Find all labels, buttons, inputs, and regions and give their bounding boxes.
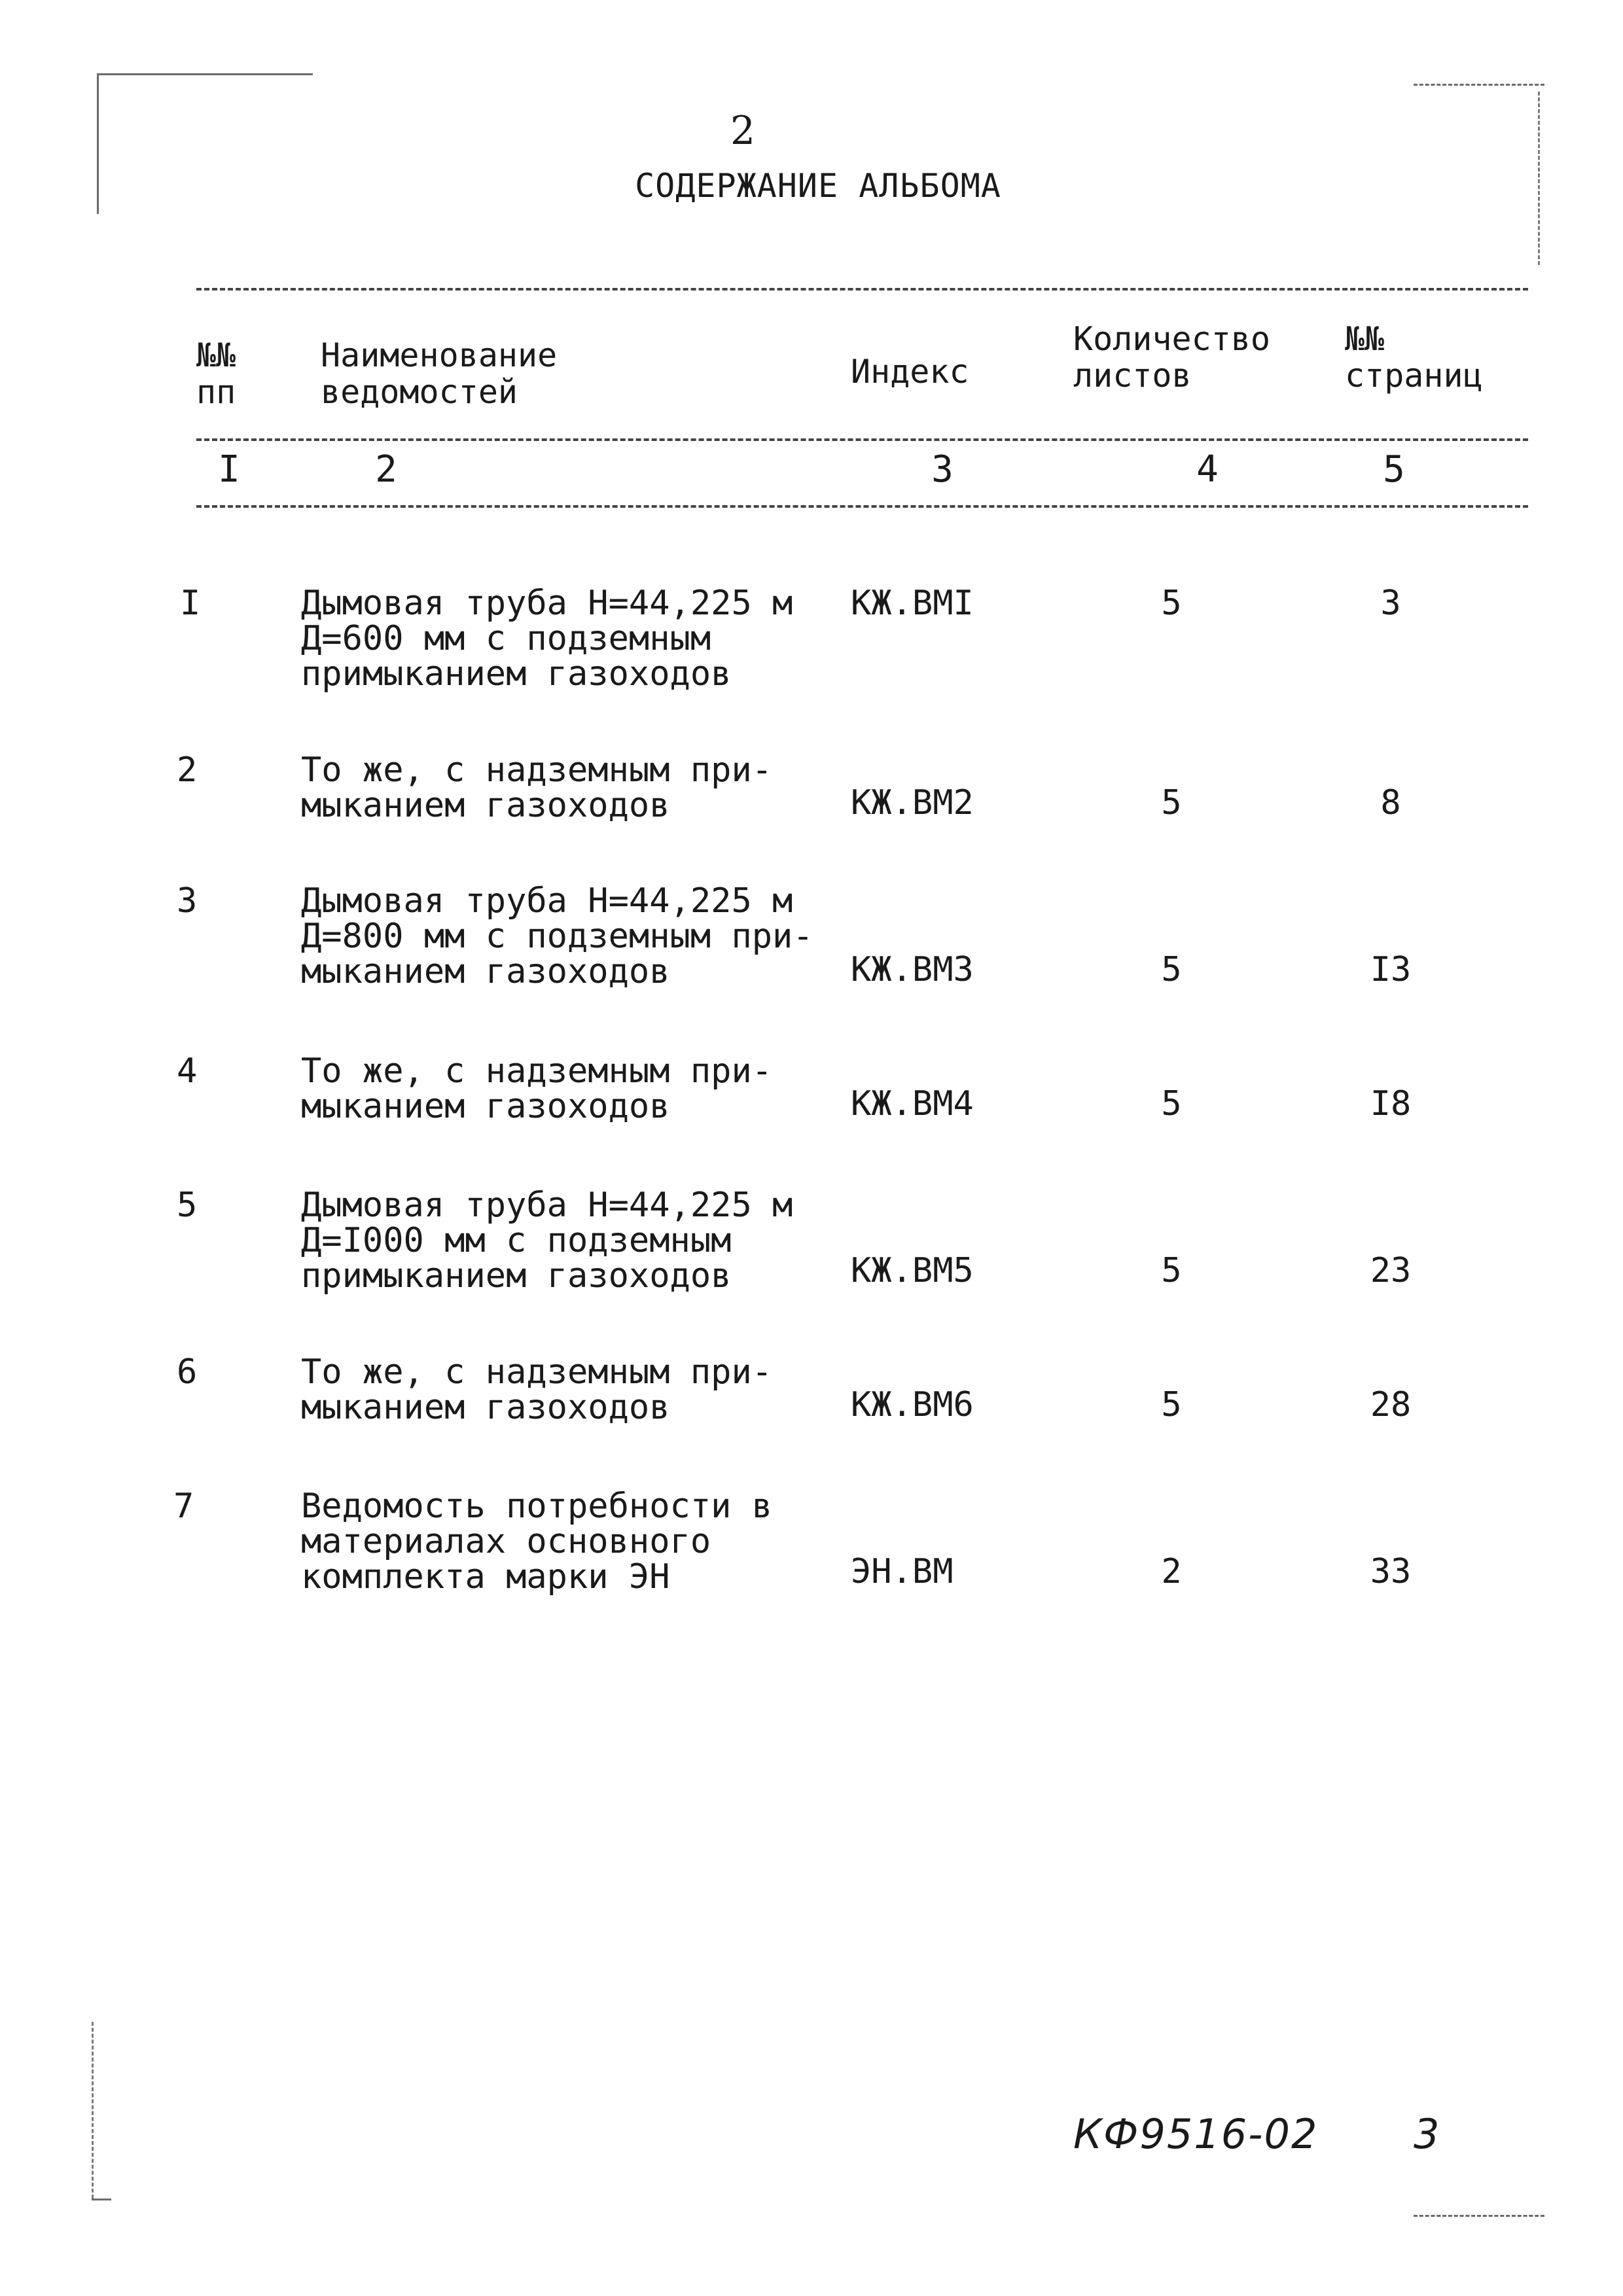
row-4-page: I8: [1370, 1084, 1412, 1123]
row-1-index: КЖ.ВМI: [851, 584, 974, 623]
row-7-sheets: 2: [1161, 1552, 1182, 1591]
row-2-index: КЖ.ВМ2: [851, 783, 974, 822]
row-7-name: Ведомость потребности в материалах основного комплекта марки ЭН: [301, 1487, 773, 1597]
row-6-num: 6: [177, 1352, 198, 1392]
row-1-num: I: [180, 584, 201, 623]
column-number-4: 4: [1196, 448, 1219, 491]
row-2-num: 2: [177, 751, 198, 790]
row-7-page: 33: [1370, 1552, 1412, 1591]
frame-bottom-left-v: [92, 2022, 94, 2199]
row-4-sheets: 5: [1161, 1084, 1182, 1123]
row-7-num: 7: [173, 1487, 194, 1526]
row-5-name: Дымовая труба Н=44,225 м Д=I000 мм с подземным примыканием газоходов: [301, 1186, 793, 1296]
column-number-5: 5: [1383, 448, 1405, 491]
row-1-sheets: 5: [1161, 584, 1182, 623]
row-7-index: ЭН.ВМ: [851, 1552, 954, 1591]
row-4-index: КЖ.ВМ4: [851, 1084, 974, 1123]
row-3-sheets: 5: [1161, 950, 1182, 989]
table-header-rule: [196, 438, 1528, 441]
frame-bottom-left-h: [92, 2199, 111, 2200]
frame-top-left-h: [97, 73, 313, 75]
row-2-page: 8: [1380, 783, 1401, 822]
column-number-1: I: [218, 448, 240, 491]
row-1-page: 3: [1380, 584, 1401, 623]
document-code: КФ9516-02: [1073, 2110, 1319, 2158]
row-3-index: КЖ.ВМ3: [851, 950, 974, 989]
frame-top-right-v: [1538, 92, 1540, 265]
column-number-3: 3: [931, 448, 954, 491]
header-sheets: Количество листов: [1073, 320, 1271, 395]
row-6-sheets: 5: [1161, 1385, 1182, 1424]
table-columns-rule: [196, 505, 1528, 508]
header-pages: №№ страниц: [1345, 320, 1483, 395]
row-2-sheets: 5: [1161, 783, 1182, 822]
row-6-page: 28: [1370, 1385, 1412, 1424]
frame-top-left-v: [97, 73, 99, 214]
frame-top-right-h: [1414, 84, 1544, 86]
row-2-name: То же, с надземным при- мыканием газоходов: [301, 751, 773, 825]
header-name: Наименование ведомостей: [321, 336, 558, 411]
page-title: СОДЕРЖАНИЕ АЛЬБОМА: [635, 167, 1001, 205]
row-3-name: Дымовая труба Н=44,225 м Д=800 мм с подземным при- мыканием газоходов: [301, 881, 813, 991]
row-5-index: КЖ.ВМ5: [851, 1251, 974, 1290]
table-top-rule: [196, 288, 1528, 291]
row-3-page: I3: [1370, 950, 1412, 989]
row-3-num: 3: [177, 881, 198, 921]
column-number-2: 2: [375, 448, 397, 491]
row-5-sheets: 5: [1161, 1251, 1182, 1290]
sheet-number: 3: [1414, 2110, 1440, 2158]
row-4-name: То же, с надземным при- мыканием газоходов: [301, 1051, 773, 1126]
header-index: Индекс: [851, 353, 969, 391]
page-number: 2: [730, 108, 756, 154]
frame-bottom-right-h: [1414, 2215, 1544, 2217]
row-5-page: 23: [1370, 1251, 1412, 1290]
row-6-index: КЖ.ВМ6: [851, 1385, 974, 1424]
row-1-name: Дымовая труба Н=44,225 м Д=600 мм с подземным примыканием газоходов: [301, 584, 793, 694]
header-num: №№ пп: [196, 336, 236, 411]
row-4-num: 4: [177, 1051, 198, 1091]
row-5-num: 5: [177, 1186, 198, 1225]
row-6-name: То же, с надземным при- мыканием газоходов: [301, 1352, 773, 1427]
